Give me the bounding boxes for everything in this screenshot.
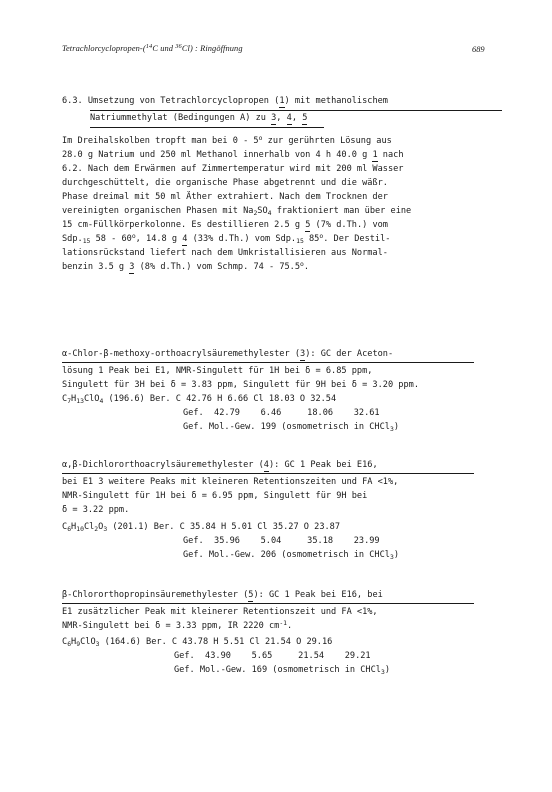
compound-5-found: Gef. 43.90 5.65 21.54 29.21 <box>174 651 371 661</box>
compound-underline <box>62 603 474 604</box>
body-line: $Sdp._{15}$ 58 - 60$^o$, 14.8 g 4 (33% d.Th.) vom $Sdp._{15}$ 85$^o$. Der Destil- <box>62 232 391 245</box>
heading-underline <box>90 127 324 128</box>
page-number: 689 <box>472 45 485 54</box>
compound-5-line: E1 zusätzlicher Peak mit kleinerer Retentionszeit und FA <1%, <box>62 607 378 617</box>
isotope-14: 14 <box>145 43 153 50</box>
compound-3-line: Singulett für 3H bei δ = 3.83 ppm, Singulett für 9H bei δ = 3.20 ppm. <box>62 380 419 390</box>
section-heading-line1: 6.3. Umsetzung von Tetrachlorcyclopropen (1) mit methanolischem <box>62 96 388 106</box>
header-title-part: C und <box>152 44 176 53</box>
compound-5-formula: $C_6H_9ClO_3$ (164.6) Ber. C 43.78 H 5.51 Cl 21.54 O 29.16 <box>62 637 333 648</box>
compound-4-line: NMR-Singulett für 1H bei δ = 6.95 ppm, Singulett für 9H bei <box>62 491 368 501</box>
compound-5-title: β-Chlororthopropinsäuremethylester (5): GC 1 Peak bei E16, bei <box>62 590 383 600</box>
header-title-part: Tetrachlorcyclopropen-( <box>62 44 146 53</box>
body-line: durchgeschüttelt, die organische Phase abgetrennt und die wäßr. <box>62 178 388 188</box>
compound-underline <box>62 473 474 474</box>
compound-3-title: α-Chlor-β-methoxy-orthoacrylsäuremethylester (3): GC der Aceton- <box>62 349 394 359</box>
body-line: benzin 3.5 g 3 (8% d.Th.) vom Schmp. 74 - 75.5$^o$. <box>62 260 310 272</box>
section-heading-line2: Natriummethylat (Bedingungen A) zu 3, 4, 5 <box>90 113 308 123</box>
body-line: 28.0 g Natrium und 250 ml Methanol innerhalb von 4 h 40.0 g 1 nach <box>62 150 404 160</box>
compound-4-molweight: Gef. Mol.-Gew. 206 (osmometrisch in CHCl$_3$) <box>183 550 400 561</box>
body-line: Phase dreimal mit 50 ml Äther extrahiert. Nach dem Trocknen der <box>62 192 388 202</box>
compound-underline <box>62 362 474 363</box>
compound-4-title: α,β-Dichlororthoacrylsäuremethylester (4): GC 1 Peak bei E16, <box>62 460 378 470</box>
compound-3-formula: $C_7H_{13}ClO_4$ (196.6) Ber. C 42.76 H 6.66 Cl 18.03 O 32.54 <box>62 394 337 405</box>
compound-4-line: bei E1 3 weitere Peaks mit kleineren Retentionszeiten und FA <1%, <box>62 477 399 487</box>
compound-3-found: Gef. 42.79 6.46 18.06 32.61 <box>183 408 380 418</box>
body-line: 15 cm-Füllkörperkolonne. Es destillieren 2.5 g 5 (7% d.Th.) vom <box>62 220 388 230</box>
compound-4-line: δ = 3.22 ppm. <box>62 505 130 515</box>
compound-4-found: Gef. 35.96 5.04 35.18 23.99 <box>183 536 380 546</box>
running-header <box>62 44 243 53</box>
compound-3-line: lösung 1 Peak bei E1, NMR-Singulett für 1H bei δ = 6.85 ppm, <box>62 366 373 376</box>
body-line: lationsrückstand liefert nach dem Umkristallisieren aus Normal- <box>62 248 388 258</box>
compound-5-molweight: Gef. Mol.-Gew. 169 (osmometrisch in CHCl$_3$) <box>174 665 391 676</box>
body-line: Im Dreihalskolben tropft man bei 0 - 5$^o$ zur gerührten Lösung aus <box>62 134 392 146</box>
body-line: 6.2. Nach dem Erwärmen auf Zimmertemperatur wird mit 200 ml Wasser <box>62 164 404 174</box>
compound-4-formula: $C_6H_{10}Cl_2O_3$ (201.1) Ber. C 35.84 H 5.01 Cl 35.27 O 23.87 <box>62 522 341 533</box>
heading-underline <box>90 110 502 111</box>
compound-5-line: NMR-Singulett bei δ = 3.33 ppm, IR 2220 $cm^{-1}$. <box>62 619 293 631</box>
isotope-36: 36 <box>175 43 182 50</box>
header-title-part: Cl) : Ringöffnung <box>181 44 243 53</box>
body-line: vereinigten organischen Phasen mit $Na_2SO_4$ fraktioniert man über eine <box>62 206 412 217</box>
compound-3-molweight: Gef. Mol.-Gew. 199 (osmometrisch in CHCl$_3$) <box>183 422 400 433</box>
